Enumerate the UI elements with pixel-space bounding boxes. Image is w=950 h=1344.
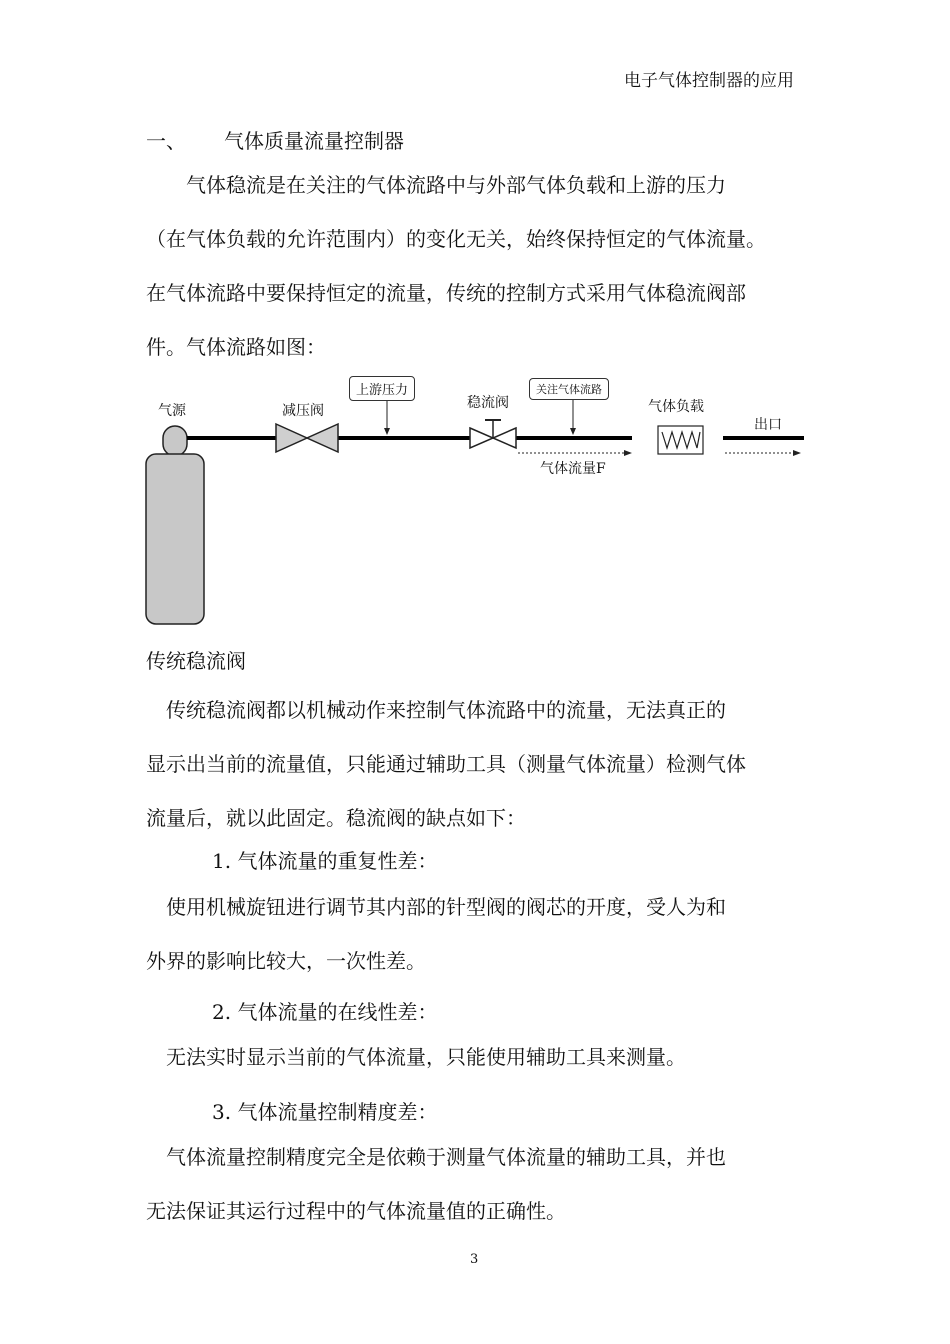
focus-path-label: 关注气体流路 (529, 378, 609, 400)
intro-line: 气体稳流是在关注的气体流路中与外部气体负载和上游的压力 (146, 173, 726, 197)
flow-valve-label: 稳流阀 (467, 395, 509, 411)
gas-cylinder (146, 454, 204, 624)
list-line: 使用机械旋钮进行调节其内部的针型阀的阀芯的开度，受人为和 (146, 895, 726, 919)
intro-paragraph (146, 158, 806, 374)
list-line: 外界的影响比较大，一次性差。 (146, 949, 426, 973)
intro-line: 在气体流路中要保持恒定的流量，传统的控制方式采用气体稳流阀部 (146, 281, 746, 305)
list-body-2 (146, 1030, 806, 1084)
body-line: 传统稳流阀都以机械动作来控制气体流路中的流量，无法真正的 (146, 698, 726, 722)
body-line: 流量后，就以此固定。稳流阀的缺点如下： (146, 806, 526, 830)
list-heading-3: 3. 气体流量控制精度差： (212, 1100, 438, 1124)
outlet-direction-arrowhead (793, 450, 801, 456)
intro-line: 件。气体流路如图： (146, 335, 326, 359)
outlet-label: 出口 (754, 417, 782, 433)
gas-flow-diagram (140, 362, 820, 632)
pressure-valve-right (307, 424, 338, 452)
focus-path-arrowhead (570, 428, 576, 435)
cylinder-valve-cap (163, 426, 187, 456)
page-number: 3 (470, 1252, 479, 1267)
section-number: 一、 (146, 129, 186, 153)
list-line: 无法实时显示当前的气体流量，只能使用辅助工具来测量。 (146, 1045, 686, 1069)
pressure-valve-label: 减压阀 (282, 403, 324, 419)
list-body-3 (146, 1130, 806, 1238)
body-paragraph (146, 683, 806, 845)
pressure-valve-left (276, 424, 307, 452)
diagram-caption: 传统稳流阀 (146, 649, 246, 673)
flow-rate-label: 气体流量F (540, 461, 606, 477)
upstream-pressure-arrowhead (384, 428, 390, 435)
list-heading-2: 2. 气体流量的在线性差： (212, 1000, 438, 1024)
list-line: 气体流量控制精度完全是依赖于测量气体流量的辅助工具，并也 (146, 1145, 726, 1169)
section-title: 气体质量流量控制器 (224, 129, 404, 153)
page-header: 电子气体控制器的应用 (624, 71, 794, 91)
upstream-pressure-label: 上游压力 (349, 376, 415, 401)
flow-valve-right (493, 428, 516, 448)
flow-valve-left (470, 428, 493, 448)
list-line: 无法保证其运行过程中的气体流量值的正确性。 (146, 1199, 566, 1223)
intro-line: （在气体负载的允许范围内）的变化无关，始终保持恒定的气体流量。 (146, 227, 766, 251)
list-heading-1: 1. 气体流量的重复性差： (212, 849, 438, 873)
gas-source-label: 气源 (158, 403, 186, 419)
flow-direction-arrowhead (624, 450, 632, 456)
body-line: 显示出当前的流量值，只能通过辅助工具（测量气体流量）检测气体 (146, 752, 746, 776)
gas-load-label: 气体负载 (648, 399, 704, 415)
list-body-1 (146, 880, 806, 988)
section-heading (146, 125, 404, 154)
